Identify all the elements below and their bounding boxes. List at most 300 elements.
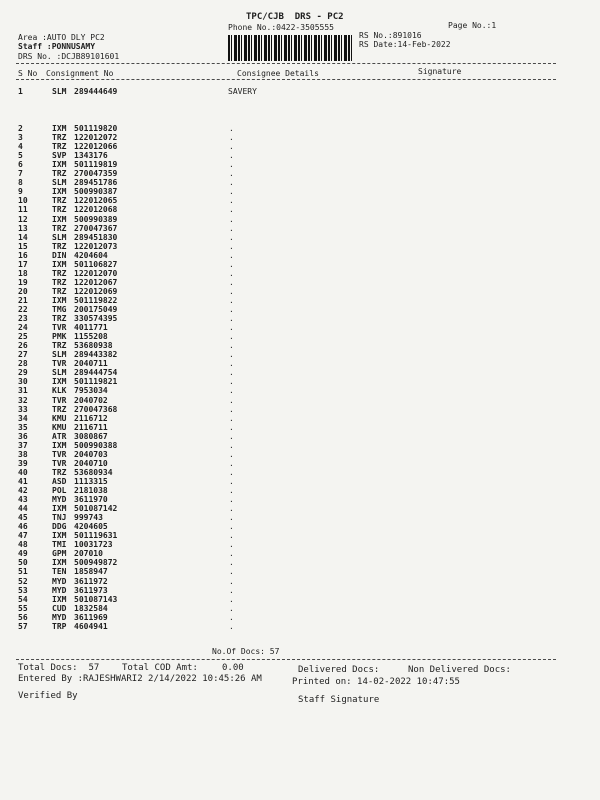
row-prefix: KLK: [52, 386, 67, 396]
table-row: [0, 269, 600, 278]
row-consignment-no: 289444754: [74, 368, 118, 378]
row-sno: 40: [18, 467, 28, 477]
row-prefix: MYD: [52, 495, 67, 505]
row-consignee-marker: .: [229, 133, 234, 143]
row-prefix: TRZ: [52, 467, 67, 477]
row-prefix: IXM: [52, 594, 67, 604]
row-consignee-marker: .: [229, 259, 234, 269]
table-row: [0, 558, 600, 567]
row-sno: 54: [18, 594, 28, 604]
table-row: [0, 368, 600, 377]
table-row: [0, 178, 600, 187]
row-prefix: TVR: [52, 458, 67, 468]
row-consignee-marker: .: [229, 359, 234, 369]
table-row: [0, 205, 600, 214]
row-consignee-marker: .: [229, 558, 234, 568]
row-consignment-no: 4204605: [74, 522, 108, 532]
row-sno: 36: [18, 431, 28, 441]
row-consignment-no: 1858947: [74, 567, 108, 577]
row-consignment-no: 501106827: [74, 259, 118, 269]
table-row: [0, 468, 600, 477]
row-consignment-no: 270047368: [74, 404, 118, 414]
row-consignment-no: 2116712: [74, 413, 108, 423]
staff-signature: Staff Signature: [298, 695, 380, 705]
row-sno: 10: [18, 196, 28, 206]
row-sno: 45: [18, 513, 28, 523]
row-sno: 43: [18, 495, 28, 505]
table-row: [0, 251, 600, 260]
delivered-docs: Delivered Docs:: [298, 665, 380, 675]
row-prefix: TRZ: [52, 205, 67, 215]
row-prefix: MYD: [52, 585, 67, 595]
row-prefix: ATR: [52, 431, 67, 441]
entered-by: Entered By :RAJESHWARI2 2/14/2022 10:45:26 AM: [18, 674, 262, 684]
barcode-image: [228, 35, 352, 61]
table-row: [0, 296, 600, 305]
row-consignee-marker: .: [229, 286, 234, 296]
row-consignment-no: 7953034: [74, 386, 108, 396]
row-consignment-no: 2040702: [74, 395, 108, 405]
staff-label: Staff :PONNUSAMY: [18, 42, 96, 51]
row-sno: 19: [18, 277, 28, 287]
table-row: [0, 549, 600, 558]
non-delivered-docs: Non Delivered Docs:: [408, 665, 511, 675]
row-consignment-no: 122012065: [74, 196, 118, 206]
row-sno: 32: [18, 395, 28, 405]
row-prefix: TVR: [52, 323, 67, 333]
row-consignment-no: 4604941: [74, 621, 108, 631]
table-row: [0, 423, 600, 432]
row-consignee-marker: .: [229, 458, 234, 468]
row-consignee-marker: .: [229, 241, 234, 251]
row-prefix: TNJ: [52, 513, 67, 523]
row-sno: 22: [18, 305, 28, 314]
row-consignment-no: 289443382: [74, 350, 118, 360]
column-header-divider: [16, 79, 556, 80]
row-prefix: PMK: [52, 332, 67, 342]
row-sno: 6: [18, 160, 23, 170]
row-consignee-marker: .: [229, 549, 234, 559]
table-row: [0, 441, 600, 450]
row-prefix: TEN: [52, 567, 67, 577]
row-prefix: TRP: [52, 621, 67, 631]
row-consignment-no: 4204604: [74, 250, 108, 260]
row-consignee-marker: .: [229, 431, 234, 441]
table-row: [0, 405, 600, 414]
table-row: [0, 196, 600, 205]
table-row: [0, 287, 600, 296]
table-row: [0, 450, 600, 459]
table-row: [0, 260, 600, 269]
row-consignee-marker: .: [229, 232, 234, 242]
table-row: [0, 377, 600, 386]
row-consignment-no: 3080867: [74, 431, 108, 441]
row-sno: 17: [18, 259, 28, 269]
row-consignment-no: 999743: [74, 513, 103, 523]
row-prefix: SLM: [52, 368, 67, 378]
row-prefix: TRZ: [52, 223, 67, 233]
col-header-consignee: Consignee Details: [237, 69, 319, 78]
table-row: [0, 513, 600, 522]
row-consignee-marker: .: [229, 368, 234, 378]
rs-number: RS No.:891016: [359, 31, 422, 40]
row-consignee-marker: .: [229, 413, 234, 423]
table-row: [0, 133, 600, 142]
row-consignment-no: 53680934: [74, 467, 113, 477]
row-sno: 3: [18, 133, 23, 143]
table-row: [0, 604, 600, 613]
table-row: [0, 567, 600, 576]
row-prefix: TRZ: [52, 314, 67, 324]
row-consignment-no: 501119819: [74, 160, 118, 170]
row-sno: 49: [18, 549, 28, 559]
row-consignee-marker: .: [229, 567, 234, 577]
table-row: [0, 504, 600, 513]
row-consignment-no: 200175049: [74, 305, 118, 314]
row-consignee-marker: .: [229, 513, 234, 523]
table-row: [0, 531, 600, 540]
table-row: [0, 169, 600, 178]
row-prefix: KMU: [52, 413, 67, 423]
table-row: [0, 622, 600, 631]
col-header-sno: S No: [18, 69, 38, 78]
row-consignee-marker: .: [229, 585, 234, 595]
row-prefix: TVR: [52, 359, 67, 369]
row-consignee-marker: .: [229, 621, 234, 631]
row-consignee-marker: .: [229, 377, 234, 387]
row-prefix: IXM: [52, 504, 67, 514]
row-sno: 47: [18, 531, 28, 541]
row-prefix: TRZ: [52, 286, 67, 296]
row-consignee-marker: .: [229, 467, 234, 477]
row-consignment-no: 207010: [74, 549, 103, 559]
total-cod-label: Total COD Amt:: [122, 663, 198, 673]
row-consignee: SAVERY: [228, 87, 257, 96]
row-prefix: KMU: [52, 422, 67, 432]
row-prefix: TRZ: [52, 404, 67, 414]
row-consignment-no: 3611972: [74, 576, 108, 586]
no-of-docs: No.Of Docs: 57: [212, 647, 280, 656]
row-consignment-no: 501087142: [74, 504, 118, 514]
table-row: [0, 486, 600, 495]
table-row: [0, 477, 600, 486]
table-row: [0, 323, 600, 332]
row-consignment-no: 500949872: [74, 558, 118, 568]
row-prefix: MYD: [52, 612, 67, 622]
row-consignee-marker: .: [229, 594, 234, 604]
page-number: Page No.:1: [448, 21, 497, 30]
row-sno: 30: [18, 377, 28, 387]
row-sno: 33: [18, 404, 28, 414]
row-consignment-no: 501119631: [74, 531, 118, 541]
table-row: [0, 87, 600, 96]
row-sno: 57: [18, 621, 28, 631]
row-sno: 51: [18, 567, 28, 577]
row-consignee-marker: .: [229, 295, 234, 305]
row-sno: 56: [18, 612, 28, 622]
row-prefix: TRZ: [52, 142, 67, 152]
row-sno: 9: [18, 187, 23, 197]
table-row: [0, 278, 600, 287]
row-sno: 23: [18, 314, 28, 324]
header-divider: [16, 63, 556, 64]
table-row: [0, 160, 600, 169]
row-consignment-no: 1343176: [74, 151, 108, 161]
table-row: [0, 233, 600, 242]
table-row: [0, 595, 600, 604]
row-consignee-marker: .: [229, 522, 234, 532]
area-label: Area :AUTO DLY PC2: [18, 33, 105, 42]
row-consignment-no: 122012073: [74, 241, 118, 251]
row-consignment-no: 122012066: [74, 142, 118, 152]
row-consignee-marker: .: [229, 305, 234, 314]
row-sno: 46: [18, 522, 28, 532]
row-consignee-marker: .: [229, 332, 234, 342]
row-consignee-marker: .: [229, 603, 234, 613]
row-prefix: IXM: [52, 160, 67, 170]
table-row: [0, 522, 600, 531]
row-sno: 16: [18, 250, 28, 260]
row-consignee-marker: .: [229, 160, 234, 170]
row-prefix: TMI: [52, 540, 67, 550]
row-consignment-no: 2116711: [74, 422, 108, 432]
row-consignment-no: 501119820: [74, 124, 118, 133]
table-row: [0, 540, 600, 549]
row-prefix: DDG: [52, 522, 67, 532]
row-consignment-no: 1155208: [74, 332, 108, 342]
row-consignment-no: 500990387: [74, 187, 118, 197]
row-sno: 42: [18, 486, 28, 495]
row-prefix: TRZ: [52, 169, 67, 179]
row-consignee-marker: .: [229, 151, 234, 161]
table-row: [0, 151, 600, 160]
row-consignee-marker: .: [229, 476, 234, 486]
row-prefix: GPM: [52, 549, 67, 559]
table-row: [0, 341, 600, 350]
row-consignee-marker: .: [229, 440, 234, 450]
row-prefix: IXM: [52, 440, 67, 450]
total-docs: Total Docs: 57: [18, 663, 100, 673]
row-sno: 28: [18, 359, 28, 369]
row-consignee-marker: .: [229, 178, 234, 188]
row-prefix: TRZ: [52, 133, 67, 143]
row-consignment-no: 122012070: [74, 268, 118, 278]
row-consignment-no: 289451830: [74, 232, 118, 242]
row-sno: 39: [18, 458, 28, 468]
table-row: [0, 577, 600, 586]
row-consignee-marker: .: [229, 612, 234, 622]
row-sno: 35: [18, 422, 28, 432]
row-consignee-marker: .: [229, 395, 234, 405]
row-prefix: TRZ: [52, 341, 67, 351]
table-row: [0, 359, 600, 368]
document-title: TPC/CJB DRS - PC2: [246, 12, 344, 22]
phone-number: Phone No.:0422-3505555: [228, 23, 334, 32]
row-consignment-no: 3611969: [74, 612, 108, 622]
row-prefix: DIN: [52, 250, 67, 260]
row-prefix: TRZ: [52, 196, 67, 206]
row-consignee-marker: .: [229, 341, 234, 351]
row-consignment-no: 2181038: [74, 486, 108, 495]
row-prefix: SLM: [52, 350, 67, 360]
row-sno: 27: [18, 350, 28, 360]
row-prefix: IXM: [52, 124, 67, 133]
row-consignee-marker: .: [229, 223, 234, 233]
table-row: [0, 124, 600, 133]
row-prefix: TVR: [52, 395, 67, 405]
row-consignment-no: 500990388: [74, 440, 118, 450]
row-sno: 50: [18, 558, 28, 568]
row-sno: 12: [18, 214, 28, 224]
row-prefix: SLM: [52, 232, 67, 242]
row-prefix: POL: [52, 486, 67, 495]
table-row: [0, 142, 600, 151]
row-prefix: SLM: [52, 178, 67, 188]
row-prefix: IXM: [52, 558, 67, 568]
footer-divider: [16, 659, 556, 660]
row-sno: 11: [18, 205, 28, 215]
table-row: [0, 459, 600, 468]
table-row: [0, 314, 600, 323]
row-consignment-no: 289444649: [74, 87, 118, 96]
row-sno: 15: [18, 241, 28, 251]
row-consignee-marker: .: [229, 531, 234, 541]
row-sno: 7: [18, 169, 23, 179]
row-consignee-marker: .: [229, 449, 234, 459]
table-row: [0, 495, 600, 504]
row-sno: 1: [18, 87, 23, 96]
row-consignment-no: 122012068: [74, 205, 118, 215]
row-prefix: IXM: [52, 377, 67, 387]
row-sno: 53: [18, 585, 28, 595]
row-consignment-no: 53680938: [74, 341, 113, 351]
row-prefix: TMG: [52, 305, 67, 314]
table-row: [0, 432, 600, 441]
row-prefix: IXM: [52, 295, 67, 305]
table-row: [0, 396, 600, 405]
row-consignment-no: 3611973: [74, 585, 108, 595]
row-consignee-marker: .: [229, 250, 234, 260]
row-consignee-marker: .: [229, 540, 234, 550]
row-prefix: ASD: [52, 476, 67, 486]
row-consignment-no: 1113315: [74, 476, 108, 486]
row-consignee-marker: .: [229, 504, 234, 514]
row-consignment-no: 501119822: [74, 295, 118, 305]
row-consignee-marker: .: [229, 404, 234, 414]
row-prefix: TRZ: [52, 268, 67, 278]
row-sno: 38: [18, 449, 28, 459]
row-consignee-marker: .: [229, 214, 234, 224]
table-row: [0, 305, 600, 314]
row-sno: 13: [18, 223, 28, 233]
row-sno: 18: [18, 268, 28, 278]
row-prefix: IXM: [52, 214, 67, 224]
row-consignment-no: 122012072: [74, 133, 118, 143]
printed-on: Printed on: 14-02-2022 10:47:55: [292, 677, 460, 687]
row-consignment-no: 2040703: [74, 449, 108, 459]
row-consignment-no: 501119821: [74, 377, 118, 387]
rs-date: RS Date:14-Feb-2022: [359, 40, 451, 49]
drs-number: DRS No. :DCJB89101601: [18, 52, 120, 61]
row-consignment-no: 500990389: [74, 214, 118, 224]
row-consignee-marker: .: [229, 205, 234, 215]
row-consignment-no: 270047367: [74, 223, 118, 233]
row-sno: 48: [18, 540, 28, 550]
row-sno: 25: [18, 332, 28, 342]
row-sno: 4: [18, 142, 23, 152]
table-row: [0, 386, 600, 395]
row-prefix: TVR: [52, 449, 67, 459]
row-consignee-marker: .: [229, 277, 234, 287]
row-consignee-marker: .: [229, 495, 234, 505]
row-sno: 44: [18, 504, 28, 514]
row-consignee-marker: .: [229, 169, 234, 179]
row-consignee-marker: .: [229, 314, 234, 324]
row-consignee-marker: .: [229, 486, 234, 495]
verified-by: Verified By: [18, 691, 78, 701]
row-prefix: IXM: [52, 187, 67, 197]
table-row: [0, 224, 600, 233]
row-sno: 21: [18, 295, 28, 305]
row-sno: 24: [18, 323, 28, 333]
row-prefix: IXM: [52, 259, 67, 269]
row-consignee-marker: .: [229, 268, 234, 278]
row-consignment-no: 122012067: [74, 277, 118, 287]
row-sno: 55: [18, 603, 28, 613]
row-consignee-marker: .: [229, 323, 234, 333]
row-consignment-no: 2040711: [74, 359, 108, 369]
row-sno: 29: [18, 368, 28, 378]
row-prefix: SLM: [52, 87, 67, 96]
row-consignee-marker: .: [229, 187, 234, 197]
table-row: [0, 414, 600, 423]
table-row: [0, 242, 600, 251]
row-sno: 52: [18, 576, 28, 586]
row-prefix: SVP: [52, 151, 67, 161]
table-row: [0, 215, 600, 224]
row-consignment-no: 4011771: [74, 323, 108, 333]
row-consignee-marker: .: [229, 196, 234, 206]
col-header-signature: Signature: [418, 67, 462, 76]
row-sno: 5: [18, 151, 23, 161]
table-row: [0, 613, 600, 622]
row-sno: 20: [18, 286, 28, 296]
table-row: [0, 586, 600, 595]
table-row: [0, 187, 600, 196]
row-consignee-marker: .: [229, 386, 234, 396]
row-prefix: MYD: [52, 576, 67, 586]
row-prefix: TRZ: [52, 241, 67, 251]
row-consignee-marker: .: [229, 576, 234, 586]
table-row: [0, 350, 600, 359]
row-consignment-no: 501087143: [74, 594, 118, 604]
row-consignment-no: 10031723: [74, 540, 113, 550]
row-consignment-no: 2040710: [74, 458, 108, 468]
row-prefix: CUD: [52, 603, 67, 613]
row-consignment-no: 289451786: [74, 178, 118, 188]
row-consignee-marker: .: [229, 422, 234, 432]
row-consignment-no: 1832584: [74, 603, 108, 613]
row-sno: 26: [18, 341, 28, 351]
row-consignee-marker: .: [229, 350, 234, 360]
row-sno: 34: [18, 413, 28, 423]
row-prefix: TRZ: [52, 277, 67, 287]
row-sno: 14: [18, 232, 28, 242]
row-sno: 8: [18, 178, 23, 188]
row-consignment-no: 270047359: [74, 169, 118, 179]
row-consignee-marker: .: [229, 124, 234, 133]
row-consignment-no: 330574395: [74, 314, 118, 324]
